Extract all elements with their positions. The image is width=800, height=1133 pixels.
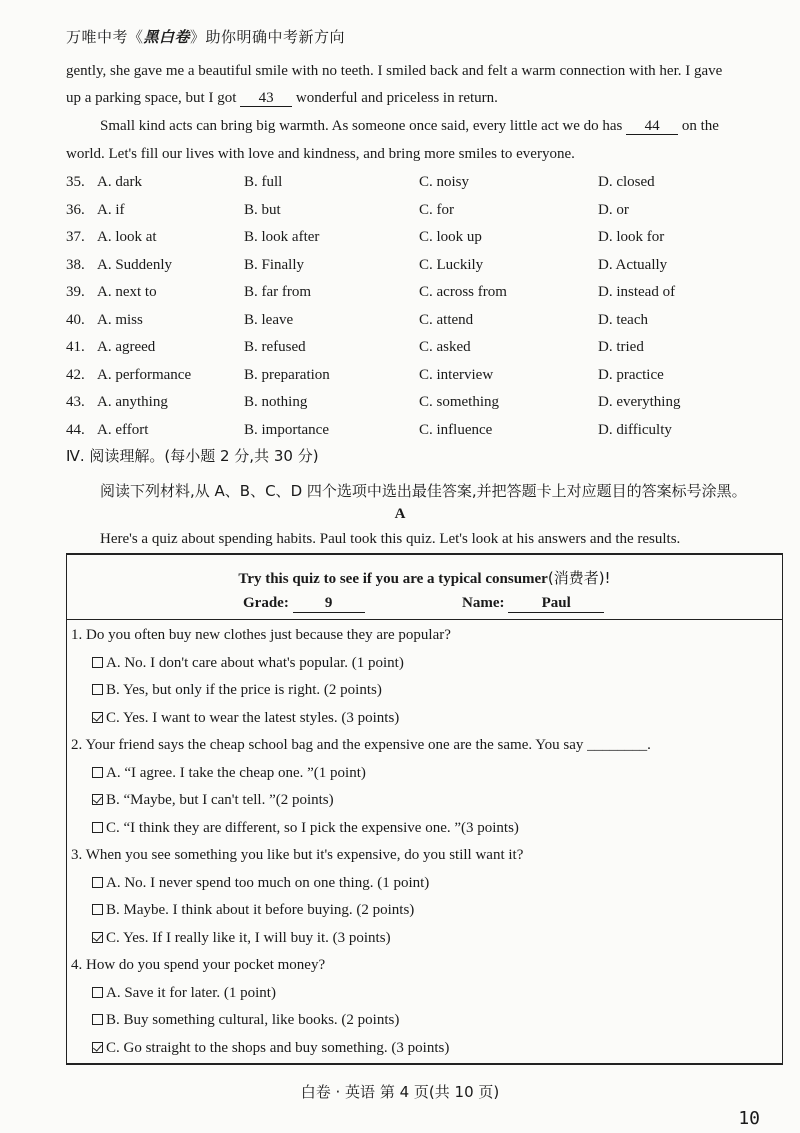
option-a: A. performance: [97, 366, 192, 383]
question-number: 44.: [66, 421, 85, 438]
checked-box-icon[interactable]: [92, 1042, 103, 1053]
choice-text: C. Yes. I want to wear the latest styles. (3 points): [106, 709, 400, 726]
option-d: D. look for: [598, 229, 665, 245]
quiz-choice: [92, 820, 519, 837]
checkbox-icon[interactable]: [92, 684, 103, 695]
blank-44: 44: [626, 119, 678, 135]
option-c: C. for: [419, 201, 454, 218]
option-a: A. dark: [97, 174, 142, 190]
blank-43: 43: [240, 91, 292, 107]
option-b: B. importance: [244, 421, 329, 438]
option-c: C. something: [419, 394, 500, 410]
option-d: D. Actually: [598, 256, 668, 273]
choice-text: A. No. I never spend too much on one thing. (1 point): [106, 874, 430, 891]
question-number: 38.: [66, 256, 85, 273]
option-d: D. everything: [598, 394, 681, 410]
question-number: 41.: [66, 339, 85, 355]
question-number: 40.: [66, 311, 85, 328]
option-b: B. but: [244, 201, 281, 218]
option-row: [66, 174, 766, 192]
option-d: D. closed: [598, 174, 655, 190]
option-c: C. interview: [419, 366, 494, 383]
option-c: C. influence: [419, 421, 493, 438]
option-b: B. refused: [244, 339, 306, 355]
quiz-choice: [92, 930, 391, 947]
page-header: 万唯中考《黑白卷》助你明确中考新方向: [66, 28, 346, 46]
option-b: B. far from: [244, 284, 312, 300]
option-row: [66, 339, 766, 357]
option-c: C. across from: [419, 284, 507, 300]
option-a: A. if: [97, 201, 125, 218]
choice-text: C. Yes. If I really like it, I will buy it. (3 points): [106, 929, 391, 946]
quiz-choice: [92, 682, 382, 699]
quiz-choice: [92, 765, 366, 782]
passage-line: world. Let's fill our lives with love and kindness, and bring more smiles to everyone.: [66, 146, 575, 162]
choice-text: A. No. I don't care about what's popular. (1 point): [106, 654, 404, 671]
option-d: D. instead of: [598, 284, 676, 300]
option-c: C. attend: [419, 311, 474, 328]
option-d: D. practice: [598, 366, 664, 383]
option-row: [66, 229, 766, 247]
question-number: 37.: [66, 229, 85, 245]
option-a: A. next to: [97, 284, 157, 300]
name-field: Name: Paul: [462, 595, 604, 613]
option-row: [66, 202, 766, 220]
passage-line: Small kind acts can bring big warmth. As someone once said, every little act we do has 44 on the: [100, 118, 719, 134]
quiz-choice: [92, 875, 429, 892]
section-title: Ⅳ. 阅读理解。(每小题 2 分,共 30 分): [66, 447, 319, 465]
checkbox-icon[interactable]: [92, 877, 103, 888]
option-row: [66, 422, 766, 440]
quiz-question: 2. Your friend says the cheap school bag and the expensive one are the same. You say ________.: [71, 737, 651, 753]
question-number: 42.: [66, 366, 85, 383]
option-b: B. Finally: [244, 256, 305, 273]
brand-name: 黑白卷: [143, 28, 191, 46]
choice-text: C. Go straight to the shops and buy something. (3 points): [106, 1039, 450, 1056]
choice-text: B. “Maybe, but I can't tell. ”(2 points): [106, 792, 334, 808]
quiz-question: 3. When you see something you like but it's expensive, do you still want it?: [71, 847, 524, 863]
option-a: A. agreed: [97, 339, 156, 355]
option-d: D. difficulty: [598, 421, 672, 438]
quiz-title: Try this quiz to see if you are a typical consumer(消费者)!: [238, 569, 611, 587]
checked-box-icon[interactable]: [92, 932, 103, 943]
option-a: A. anything: [97, 394, 168, 410]
choice-text: B. Maybe. I think about it before buying. (2 points): [106, 902, 415, 918]
quiz-choice: [92, 985, 276, 1002]
grade-value: 9: [293, 595, 365, 613]
section-instruction: 阅读下列材料,从 A、B、C、D 四个选项中选出最佳答案,并把答题卡上对应题目的答案标号涂黑。: [100, 482, 747, 500]
choice-text: C. “I think they are different, so I pick the expensive one. ”(3 points): [106, 819, 519, 836]
option-c: C. noisy: [419, 174, 470, 190]
checkbox-icon[interactable]: [92, 657, 103, 668]
option-row: [66, 284, 766, 302]
option-c: C. asked: [419, 339, 471, 355]
question-number: 39.: [66, 284, 85, 300]
checkbox-icon[interactable]: [92, 904, 103, 915]
checkbox-icon[interactable]: [92, 767, 103, 778]
quiz-box: [66, 553, 783, 1065]
quiz-choice: [92, 792, 334, 809]
quiz-choice: [92, 902, 414, 919]
quiz-question: 4. How do you spend your pocket money?: [71, 957, 326, 973]
option-d: D. or: [598, 201, 629, 218]
option-row: [66, 312, 766, 330]
option-row: [66, 367, 766, 385]
option-c: C. Luckily: [419, 256, 484, 273]
quiz-question: 1. Do you often buy new clothes just because they are popular?: [71, 627, 451, 643]
option-a: A. Suddenly: [97, 256, 172, 273]
passage-line: up a parking space, but I got 43 wonderful and priceless in return.: [66, 90, 498, 106]
option-a: A. miss: [97, 311, 143, 328]
option-b: B. nothing: [244, 394, 308, 410]
option-d: D. teach: [598, 311, 648, 328]
question-number: 43.: [66, 394, 85, 410]
option-row: [66, 257, 766, 275]
quiz-header-divider: [67, 619, 782, 620]
passage-intro: Here's a quiz about spending habits. Paul took this quiz. Let's look at his answers and the results.: [100, 531, 681, 547]
option-b: B. preparation: [244, 366, 330, 383]
page-number: 10: [738, 1108, 760, 1129]
option-a: A. effort: [97, 421, 149, 438]
checkbox-icon[interactable]: [92, 987, 103, 998]
option-b: B. leave: [244, 311, 294, 328]
option-row: [66, 394, 766, 412]
option-d: D. tried: [598, 339, 644, 355]
checked-box-icon[interactable]: [92, 794, 103, 805]
quiz-choice: [92, 655, 404, 672]
quiz-choice: [92, 710, 399, 727]
choice-text: B. Buy something cultural, like books. (2 points): [106, 1012, 400, 1028]
quiz-choice: [92, 1040, 449, 1057]
passage-letter: A: [394, 506, 406, 522]
checkbox-icon[interactable]: [92, 822, 103, 833]
option-b: B. look after: [244, 229, 320, 245]
question-number: 35.: [66, 174, 85, 190]
checkbox-icon[interactable]: [92, 1014, 103, 1025]
page-footer: 白卷 · 英语 第 4 页(共 10 页): [300, 1083, 500, 1101]
quiz-choice: [92, 1012, 399, 1029]
checked-box-icon[interactable]: [92, 712, 103, 723]
option-c: C. look up: [419, 229, 482, 245]
question-number: 36.: [66, 201, 85, 218]
option-b: B. full: [244, 174, 283, 190]
choice-text: B. Yes, but only if the price is right. (2 points): [106, 682, 382, 698]
choice-text: A. Save it for later. (1 point): [106, 984, 276, 1001]
name-value: Paul: [508, 595, 604, 613]
option-a: A. look at: [97, 229, 157, 245]
grade-field: Grade: 9: [243, 595, 365, 613]
passage-line: gently, she gave me a beautiful smile with no teeth. I smiled back and felt a warm connection with her. I gave: [66, 63, 723, 79]
choice-text: A. “I agree. I take the cheap one. ”(1 point): [106, 764, 366, 781]
